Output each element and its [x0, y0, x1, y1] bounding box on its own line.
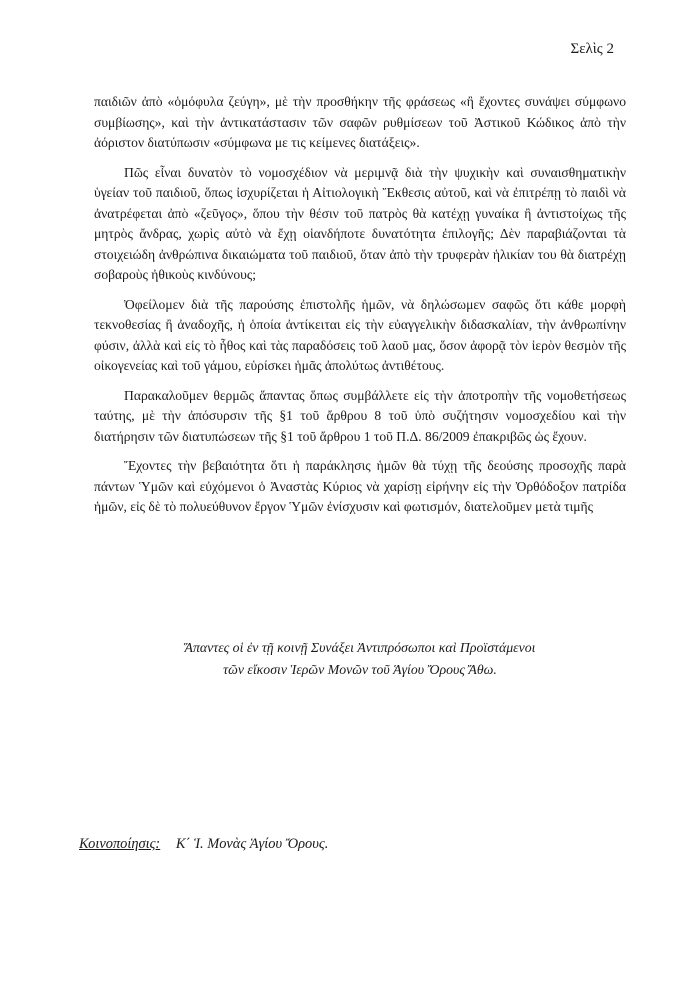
paragraph: παιδιῶν ἀπὸ «ὁμόφυλα ζεύγη», μὲ τὴν προσθήκην τῆς φράσεως «ἢ ἔχοντες συνάψει σύμφωνο συμβίωσης», καὶ τὴν ἀντικατάστασιν τῶν σαφῶν ρυθμίσεων τοῦ Ἀστικοῦ Κώδικος ἀπὸ τὴν ἀόριστον διατύπωσιν «σύμφωνα με τις κείμενες διατάξεις».	[94, 94, 626, 150]
paragraph: Ὀφείλομεν διὰ τῆς παρούσης ἐπιστολῆς ἡμῶν, νὰ δηλώσωμεν σαφῶς ὅτι κάθε μορφὴ τεκνοθεσίας ἢ ἀναδοχῆς, ἡ ὁποία ἀντίκειται εἰς τὴν εὐαγγελικὴν διδασκαλίαν, τὴν ἀνθρωπίνην φύσιν, ἀλλὰ καὶ εἰς τὸ ἦθος καὶ τὰς παραδόσεις τοῦ λαοῦ μας, ὅσον ἀφορᾷ τὸν ἱερὸν θεσμὸν τῆς οἰκογενείας καὶ τοῦ γάμου, εὑρίσκει ἡμᾶς ἀπολύτως ἀντιθέτους.	[94, 296, 626, 373]
paragraph: Ἔχοντες τὴν βεβαιότητα ὅτι ἡ παράκλησις ἡμῶν θὰ τύχῃ τῆς δεούσης προσοχῆς παρὰ πάντων Ὑμῶν καὶ εὐχόμενοι ὁ Ἀναστὰς Κύριος νὰ χαρίσῃ εἰρήνην εἰς τὴν Ὀρθόδοξον πατρίδα ἡμῶν, εἰς δὲ τὸ πολυεύθυνον ἔργον Ὑμῶν ἐνίσχυσιν καὶ φωτισμόν, διατελοῦμεν μετὰ τιμῆς	[94, 458, 626, 514]
paragraph: Πῶς εἶναι δυνατὸν τὸ νομοσχέδιον νὰ μεριμνᾷ διὰ τὴν ψυχικὴν καὶ συναισθηματικὴν ὑγείαν τοῦ παιδιοῦ, ὅπως ἰσχυρίζεται ἡ Αἰτιολογικὴ Ἔκθεσις αὐτοῦ, καὶ νὰ ἐπιτρέπῃ τὸ παιδὶ νὰ ἀνατρέφεται ἀπὸ «ζεῦγος», ὅπου τὴν θέσιν τοῦ πατρὸς θὰ κατέχῃ γυναίκα ἢ ἀντιστοίχως τῆς μητρὸς ἄνδρας, χωρὶς αὐτὸ νὰ ἔχῃ οἱανδήποτε δυνατότητα ἐπιλογῆς; Δὲν παραβιάζονται τὰ στοιχειώδη ἀνθρώπινα δικαιώματα τοῦ παιδιοῦ, ὅταν ἀπὸ τὴν τρυφερὰν ἡλικίαν του θὰ διατρέχῃ σοβαροὺς ἠθικοὺς κινδύνους;	[94, 164, 626, 282]
letter-body	[94, 92, 626, 527]
paragraph: Παρακαλοῦμεν θερμῶς ἅπαντας ὅπως συμβάλλετε εἰς τὴν ἀποτροπὴν τῆς νομοθετήσεως ταύτης, μὲ τὴν ἀπόσυρσιν τῆς §1 τοῦ ἄρθρου 8 τοῦ ὑπὸ συζήτησιν νομοσχεδίου καὶ τὴν διατήρησιν τῶν διατυπώσεων τῆς §1 τοῦ ἄρθρου 1 τοῦ Π.Δ. 86/2009 ἐπακριβῶς ὡς ἔχουν.	[94, 387, 626, 444]
cc-recipient: Κ΄ Ἱ. Μονὰς Ἁγίου Ὄρους.	[175, 836, 329, 852]
signature-block	[94, 637, 626, 681]
page-number: Σελὶς 2	[570, 41, 614, 57]
cc-line	[79, 836, 328, 853]
cc-label: Κοινοποίησις:	[79, 836, 161, 852]
signature-line: τῶν εἴκοσιν Ἱερῶν Μονῶν τοῦ Ἁγίου Ὄρους Ἄθω.	[223, 662, 497, 677]
signature-line: Ἅπαντες οἱ ἐν τῇ κοινῇ Συνάξει Ἀντιπρόσωποι καὶ Προϊστάμενοι	[184, 640, 536, 655]
